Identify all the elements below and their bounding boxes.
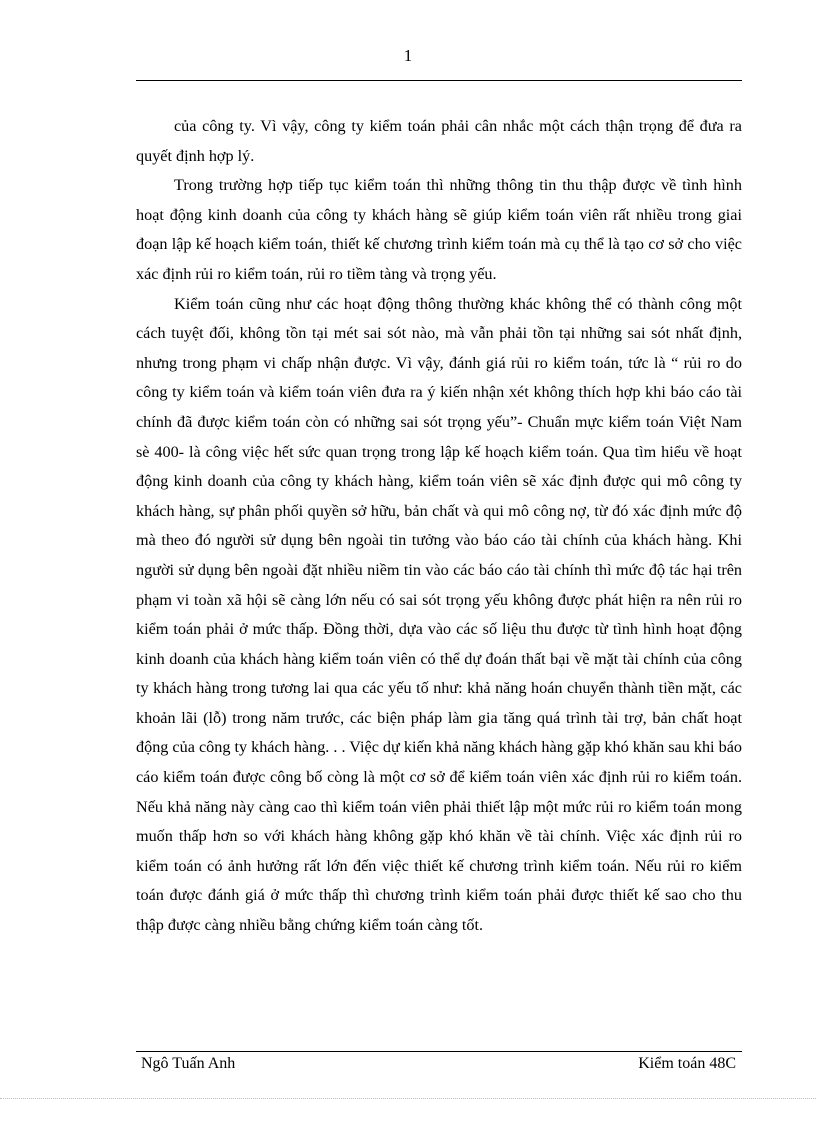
paragraph-audit-risk: Kiểm toán cũng như các hoạt động thông thường khác không thể có thành công một cách tuyệt đối, không tồn tại mét sai sót nào, mà vẫn phải tồn tại những sai sót nhất định, nhưng trong phạm vi chấp nhận được. Vì vậy, đánh giá rủi ro kiểm toán, tức là “ rủi ro do công ty kiểm toán và kiểm toán viên đưa ra ý kiến nhận xét không thích hợp khi báo cáo tài chính đã được kiểm toán còn có những sai sót trọng yếu”- Chuẩn mực kiểm toán Việt Nam sè 400- là công việc hết sức quan trọng trong lập kế hoạch kiểm toán. Qua tìm hiểu về hoạt động kinh doanh của công ty khách hàng, kiểm toán viên sẽ xác định được qui mô công ty khách hàng, sự phân phối quyền sở hữu, bản chất và qui mô công nợ, từ đó xác định mức độ mà theo đó người sử dụng bên ngoài tin tưởng vào báo cáo tài chính của khách hàng. Khi người sử dụng bên ngoài đặt nhiều niềm tin vào các báo cáo tài chính thì mức độ tác hại trên phạm vi toàn xã hội sẽ càng lớn nếu có sai sót trọng yếu không được phát hiện ra nên rủi ro kiểm toán phải ở mức thấp. Đồng thời, dựa vào các số liệu thu được từ tình hình hoạt động kinh doanh của khách hàng kiểm toán viên có thể dự đoán thất bại về mặt tài chính của công ty khách hàng trong tương lai qua các yếu tố như: khả năng hoán chuyển thành tiền mặt, các khoản lãi (lỗ) trong năm trước, các biện pháp làm gia tăng quá trình tài trợ, bản chất hoạt động của công ty khách hàng. . . Việc dự kiến khả năng khách hàng gặp khó khăn sau khi báo cáo kiểm toán được công bố còng là một cơ sở để kiểm toán viên xác định rủi ro kiểm toán. Nếu khả năng này càng cao thì kiểm toán viên phải thiết lập một mức rủi ro kiểm toán mong muốn thấp hơn so với khách hàng không gặp khó khăn về tài chính. Việc xác định rủi ro kiểm toán có ảnh hưởng rất lớn đến việc thiết kế chương trình kiểm toán. Nếu rủi ro kiểm toán được đánh giá ở mức thấp thì chương trình kiểm toán phải được thiết kế sao cho thu thập được càng nhiều bằng chứng kiểm toán càng tốt. xyxy=(136,294,742,935)
footer-author: Ngô Tuấn Anh xyxy=(141,1055,236,1072)
page-number: 1 xyxy=(403,46,413,65)
paragraph-client-info: Trong trường hợp tiếp tục kiểm toán thì những thông tin thu thập được về tình hình hoạt động kinh doanh của công ty khách hàng sẽ giúp kiểm toán viên rất nhiều trong giai đoạn lập kế hoạch kiểm toán, thiết kế chương trình kiểm toán mà cụ thể là tạo cơ sở cho việc xác định rủi ro kiểm toán, rủi ro tiềm tàng và trọng yếu. xyxy=(136,176,742,283)
document-body xyxy=(136,112,742,941)
header-divider xyxy=(136,80,742,81)
footer-class: Kiểm toán 48C xyxy=(638,1055,736,1072)
page-edge-divider xyxy=(0,1098,816,1099)
footer-divider xyxy=(136,1051,742,1052)
paragraph-continuation: của công ty. Vì vậy, công ty kiểm toán phải cân nhắc một cách thận trọng để đưa ra quyết định hợp lý. xyxy=(136,117,742,165)
